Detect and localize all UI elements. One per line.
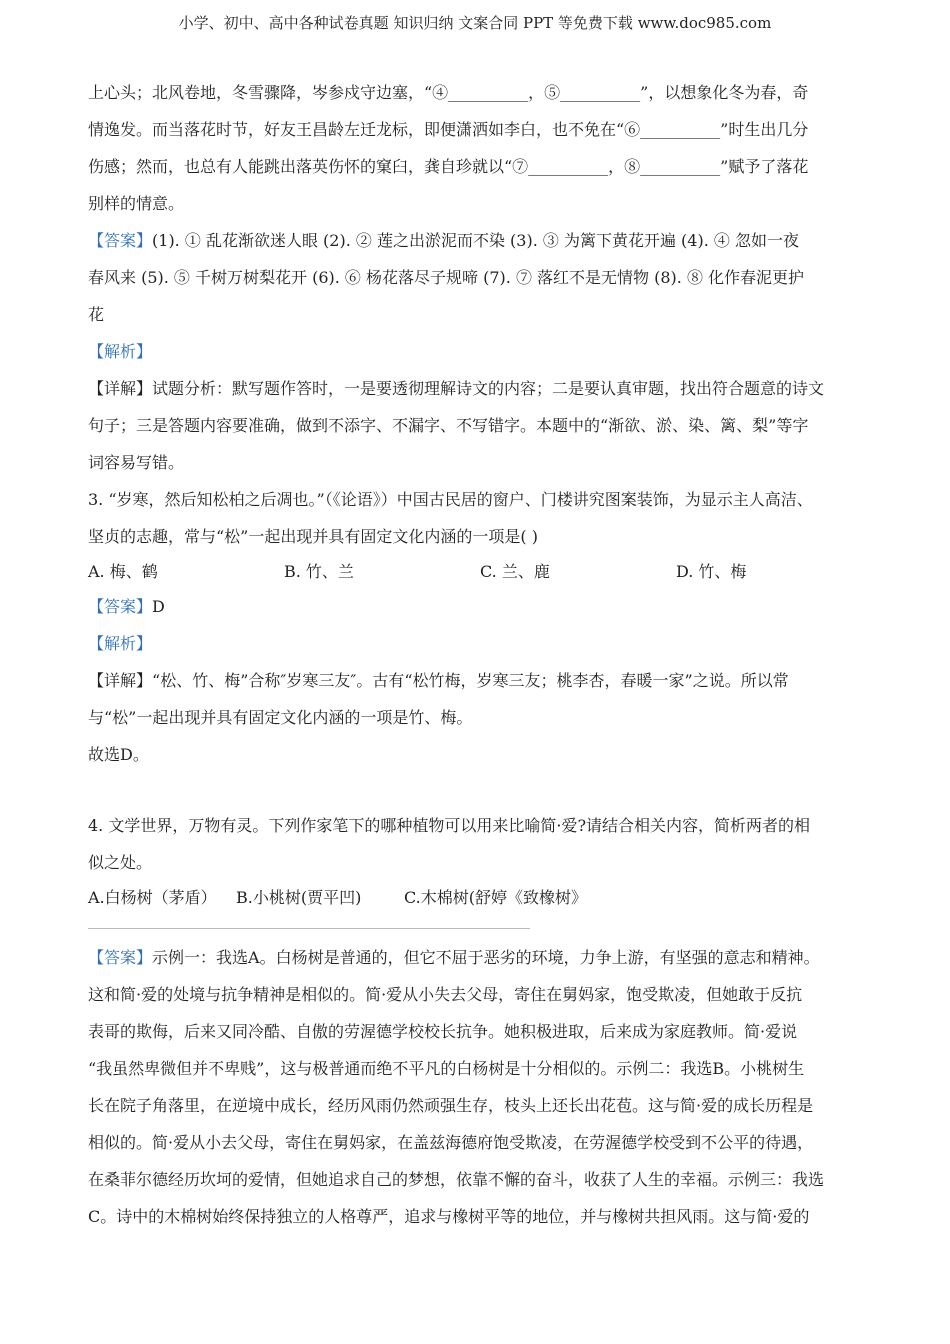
- question-stem: 3. “岁寒，然后知松柏之后凋也。”（《论语》）中国古民居的窗户、门楼讲究图案装饰，为显示主人高洁、: [88, 490, 813, 509]
- option-list: [88, 555, 878, 588]
- intro-passage: [88, 74, 878, 222]
- answer-line: 长在院子角落里，在逆境中成长，经历风雨仍然顽强生存，枝头上还长出花苞。这与简·爱的成长历程是: [88, 1096, 814, 1115]
- question-stem: 4. 文学世界，万物有灵。下列作家笔下的哪种植物可以用来比喻简·爱?请结合相关内容，简析两者的相: [88, 816, 811, 835]
- detail-tag: 【详解】: [88, 379, 153, 398]
- answer-tag: 【答案】: [88, 231, 153, 250]
- page-header: 小学、初中、高中各种试卷真题 知识归纳 文案合同 PPT 等免费下载 www.doc985.com: [178, 14, 772, 32]
- detail-line: 与“松”一起出现并具有固定文化内涵的一项是竹、梅。: [88, 708, 473, 727]
- answer-line: 在桑菲尔德经历坎坷的爱情，但她追求自己的梦想，依靠不懈的奋斗，收获了人生的幸福。示例三：我选: [88, 1170, 825, 1189]
- detail-line: [88, 662, 878, 699]
- answer-line: “我虽然卑微但并不卑贱”，这与极普通而绝不平凡的白杨树是十分相似的。示例二：我选B。小桃树生: [88, 1059, 805, 1078]
- option-b: B.小桃树(贾平凹): [236, 888, 362, 907]
- answer-text: (1). ① 乱花渐欲迷人眼 (2). ② 莲之出淤泥而不染 (3). ③ 为篱下黄花开遍 (4). ④ 忽如一夜: [152, 231, 799, 250]
- option-list: [88, 881, 878, 914]
- option-b: B. 竹、兰: [284, 562, 354, 581]
- answer-line: [88, 939, 878, 976]
- detail-line: [88, 370, 878, 407]
- question-stem: 似之处。: [88, 853, 153, 872]
- passage-line: 上心头；北风卷地，冬雪骤降，岑参戍守边塞，“④__________，⑤__________”，以想象化冬为春，奇: [88, 83, 809, 102]
- option-c: C. 兰、鹿: [480, 562, 550, 581]
- detail-line: 句子；三是答题内容要准确，做到不添字、不漏字、不写错字。本题中的“渐欲、淤、染、篱、梨”等字: [88, 416, 809, 435]
- detail-line: 故选D。: [88, 745, 149, 764]
- answer-line: [88, 222, 878, 259]
- answer-text: 示例一：我选A。白杨树是普通的，但它不屈于恶劣的环境，力争上游，有坚强的意志和精神。: [152, 948, 820, 967]
- analysis-tag: 【解析】: [88, 634, 153, 653]
- question-3: [88, 481, 878, 773]
- question-stem: 坚贞的志趣，常与“松”一起出现并具有固定文化内涵的一项是( ): [88, 527, 538, 546]
- passage-line: 情逸发。而当落花时节，好友王昌龄左迁龙标，即便潇洒如李白，也不免在“⑥__________”时生出几分: [88, 120, 809, 139]
- detail-line: 词容易写错。: [88, 453, 185, 472]
- answer-line: 相似的。简·爱从小去父母，寄住在舅妈家，在盖兹海德府饱受欺凌，在劳渥德学校受到不公平的待遇，: [88, 1133, 814, 1152]
- answer-line: 花: [88, 305, 105, 324]
- divider-line: [88, 928, 530, 929]
- answer-line: [88, 588, 878, 625]
- q2-solution: [88, 222, 878, 481]
- detail-text: 试题分析：默写题作答时，一是要透彻理解诗文的内容；二是要认真审题，找出符合题意的诗文: [152, 379, 825, 398]
- answer-tag: 【答案】: [88, 948, 153, 967]
- spacer: [88, 773, 878, 807]
- answer-tag: 【答案】: [88, 597, 153, 616]
- detail-text: “松、竹、梅”合称″岁寒三友″。古有“松竹梅，岁寒三友；桃李杏，春暖一家”之说。所以常: [152, 671, 789, 690]
- answer-line: 表哥的欺侮，后来又同冷酷、自傲的劳渥德学校校长抗争。她积极进取，后来成为家庭教师。简·爱说: [88, 1022, 798, 1041]
- option-a: A. 梅、鹤: [88, 562, 158, 581]
- answer-line: 这和简·爱的处境与抗争精神是相似的。简·爱从小失去父母，寄住在舅妈家，饱受欺凌，但她敢于反抗: [88, 985, 803, 1004]
- answer-line: 春风来 (5). ⑤ 千树万树梨花开 (6). ⑥ 杨花落尽子规啼 (7). ⑦ 落红不是无情物 (8). ⑧ 化作春泥更护: [88, 268, 805, 287]
- option-a: A.白杨树（茅盾）: [88, 888, 217, 907]
- document-body: [88, 74, 878, 1235]
- option-d: D. 竹、梅: [676, 562, 747, 581]
- answer-line: C。诗中的木棉树始终保持独立的人格尊严，追求与橡树平等的地位，并与橡树共担风雨。这与简·爱的: [88, 1207, 810, 1226]
- passage-line: 别样的情意。: [88, 194, 185, 213]
- passage-line: 伤感；然而，也总有人能跳出落英伤怀的窠臼，龚自珍就以“⑦__________，⑧__________”赋予了落花: [88, 157, 809, 176]
- option-c: C.木棉树(舒婷《致橡树》: [404, 888, 588, 907]
- question-4: [88, 807, 878, 1235]
- detail-tag: 【详解】: [88, 671, 153, 690]
- analysis-tag: 【解析】: [88, 342, 153, 361]
- answer-text: D: [152, 597, 165, 616]
